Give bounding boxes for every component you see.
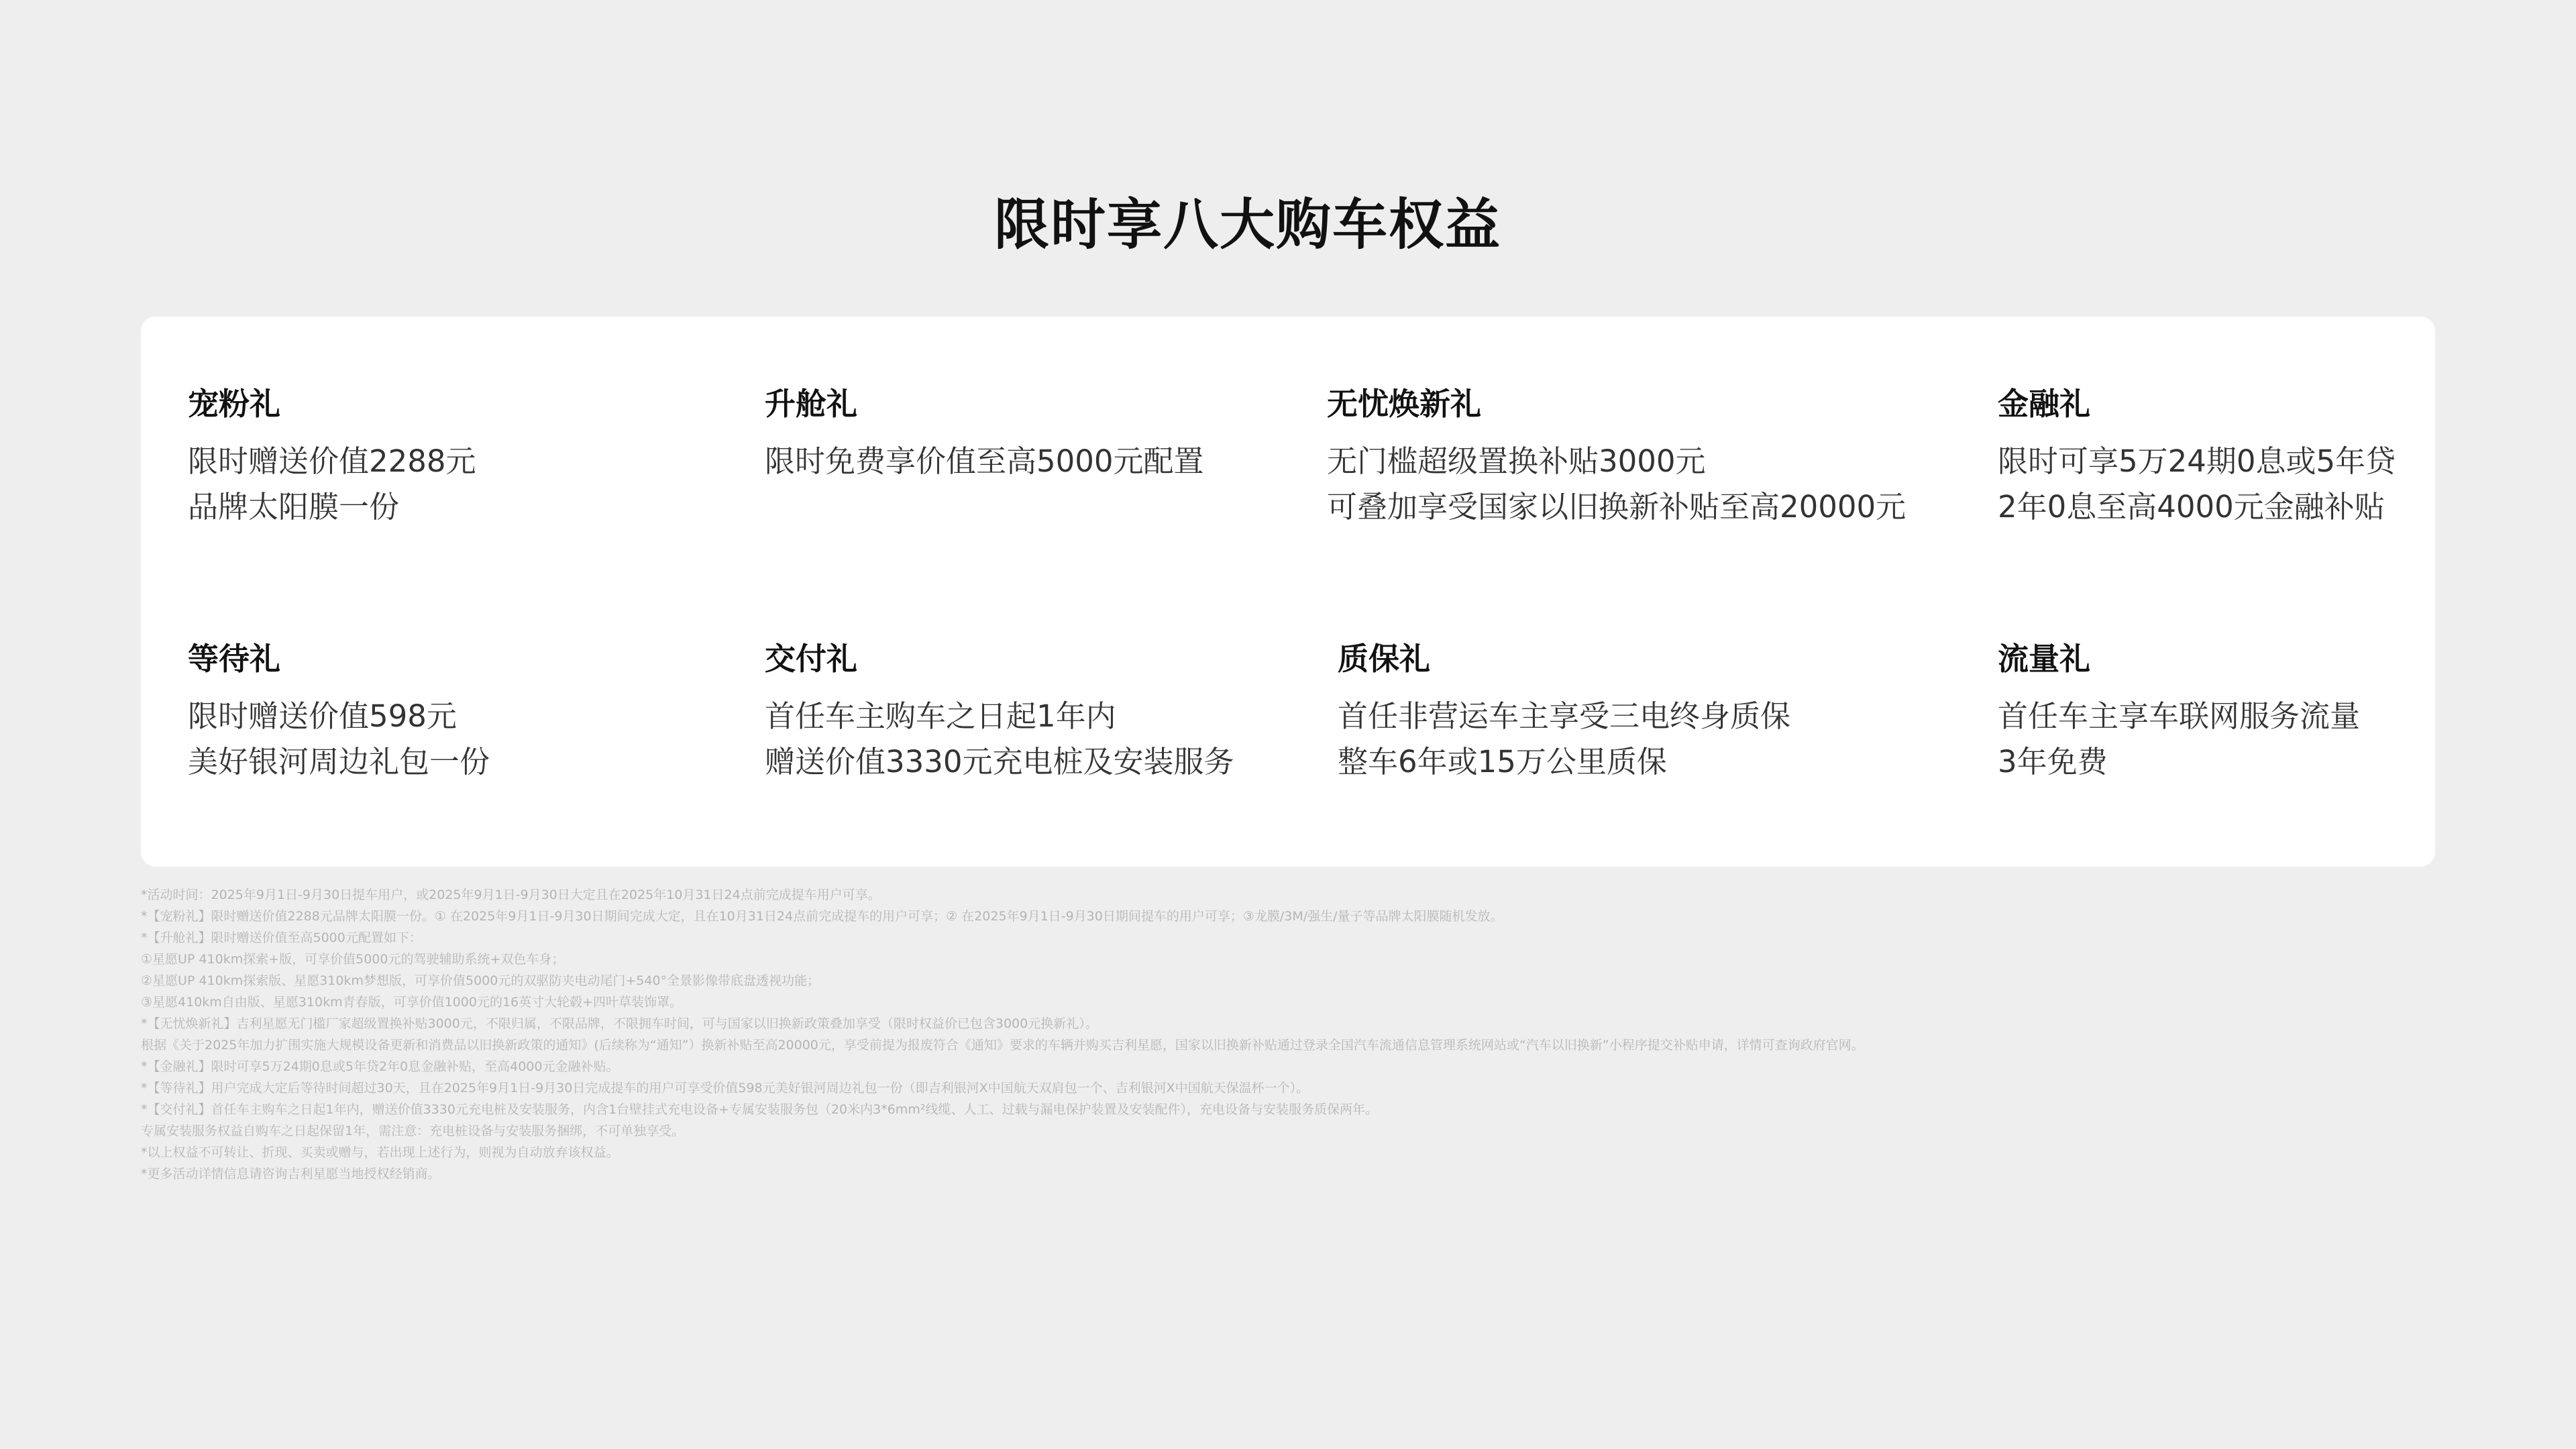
footnote-line: *【宠粉礼】限时赠送价值2288元品牌太阳膜一份。① 在2025年9月1日-9月30日期间完成大定，且在10月31日24点前完成提车的用户可享；② 在2025年9月1日-9月30日期间提车的用户可享；③龙膜/3M/强生/量子等品牌太阳膜随机发放。 bbox=[141, 909, 1503, 924]
benefit-title: 质保礼 bbox=[1338, 641, 1430, 677]
footnote-line: *更多活动详情信息请咨询吉利星愿当地授权经销商。 bbox=[141, 1167, 441, 1181]
benefit-upgrade-gift bbox=[765, 384, 1204, 484]
benefit-line: 首任车主享车联网服务流量 bbox=[1998, 698, 2361, 734]
benefit-line: 首任车主购车之日起1年内 bbox=[765, 698, 1116, 734]
footnote-line: *【无忧焕新礼】吉利星愿无门槛厂家超级置换补贴3000元，不限归属，不限品牌，不限拥车时间，可与国家以旧换新政策叠加享受（限时权益价已包含3000元换新礼）。 bbox=[141, 1016, 1098, 1031]
footnote-line: 根据《关于2025年加力扩围实施大规模设备更新和消费品以旧换新政策的通知》(后续称为“通知”）换新补贴至高20000元，享受前提为报废符合《通知》要求的车辆并购买吉利星愿，国家以旧换新补贴通过登录全国汽车流通信息管理系统网站或“汽车以旧换新”小程序提交补贴申请，详情可查询政府官网。 bbox=[141, 1038, 1864, 1053]
footnote-line: 专属安装服务权益自购车之日起保留1年，需注意：充电桩设备与安装服务捆绑，不可单独享受。 bbox=[141, 1124, 685, 1138]
terms-footnotes bbox=[141, 884, 2435, 1185]
footnote-line: ②星愿UP 410km探索版、星愿310km梦想版，可享价值5000元的双驱防夹电动尾门+540°全景影像带底盘透视功能； bbox=[141, 973, 820, 988]
benefit-line: 无门槛超级置换补贴3000元 bbox=[1327, 443, 1706, 479]
benefit-line: 美好银河周边礼包一份 bbox=[188, 744, 490, 780]
benefit-line: 2年0息至高4000元金融补贴 bbox=[1998, 489, 2385, 525]
benefit-title: 等待礼 bbox=[188, 641, 280, 677]
benefit-line: 品牌太阳膜一份 bbox=[188, 489, 400, 525]
benefit-finance-gift bbox=[1998, 384, 2396, 530]
benefit-title: 流量礼 bbox=[1998, 641, 2090, 677]
footnote-line: *活动时间：2025年9月1日-9月30日提车用户，或2025年9月1日-9月30日大定且在2025年10月31日24点前完成提车用户可享。 bbox=[141, 888, 881, 902]
footnote-line: *【等待礼】用户完成大定后等待时间超过30天，且在2025年9月1日-9月30日完成提车的用户可享受价值598元美好银河周边礼包一份（即吉利银河X中国航天双肩包一个、吉利银河X中国航天保温杯一个）。 bbox=[141, 1081, 1309, 1095]
benefit-title: 交付礼 bbox=[765, 641, 857, 677]
benefit-line: 限时赠送价值598元 bbox=[188, 698, 457, 734]
page-title: 限时享八大购车权益 bbox=[994, 193, 1501, 257]
benefit-warranty-gift bbox=[1338, 639, 1790, 785]
benefit-line: 首任非营运车主享受三电终身质保 bbox=[1338, 698, 1791, 734]
footnote-line: *【交付礼】首任车主购车之日起1年内，赠送价值3330元充电桩及安装服务，内含1台壁挂式充电设备+专属安装服务包（20米内3*6mm²线缆、人工、过载与漏电保护装置及安装配件），充电设备与安装服务质保两年。 bbox=[141, 1102, 1378, 1117]
benefit-waiting-gift bbox=[188, 639, 490, 785]
benefit-fan-gift bbox=[188, 384, 476, 530]
benefit-line: 3年免费 bbox=[1998, 744, 2108, 780]
footnote-line: *以上权益不可转让、折现、买卖或赠与，若出现上述行为，则视为自动放弃该权益。 bbox=[141, 1145, 619, 1160]
benefit-title: 宠粉礼 bbox=[188, 386, 280, 422]
footnote-line: ③星愿410km自由版、星愿310km青春版，可享价值1000元的16英寸大轮毂+四叶草装饰罩。 bbox=[141, 995, 683, 1010]
benefit-trade-in-gift bbox=[1327, 384, 1906, 530]
footnote-line: *【升舱礼】限时赠送价值至高5000元配置如下： bbox=[141, 930, 422, 945]
benefit-data-gift bbox=[1998, 639, 2360, 785]
benefit-line: 限时免费享价值至高5000元配置 bbox=[765, 443, 1204, 479]
footnote-line: *【金融礼】限时可享5万24期0息或5年贷2年0息金融补贴，至高4000元金融补贴。 bbox=[141, 1059, 619, 1074]
benefit-line: 整车6年或15万公里质保 bbox=[1338, 744, 1667, 780]
footnote-line: ①星愿UP 410km探索+版，可享价值5000元的驾驶辅助系统+双色车身； bbox=[141, 952, 565, 967]
benefit-title: 升舱礼 bbox=[765, 386, 857, 422]
benefits-card bbox=[141, 317, 2435, 867]
benefit-title: 无忧焕新礼 bbox=[1327, 386, 1481, 422]
benefit-line: 赠送价值3330元充电桩及安装服务 bbox=[765, 744, 1234, 780]
benefit-title: 金融礼 bbox=[1998, 386, 2090, 422]
benefit-line: 限时可享5万24期0息或5年贷 bbox=[1998, 443, 2396, 479]
benefit-line: 可叠加享受国家以旧换新补贴至高20000元 bbox=[1327, 489, 1907, 525]
benefit-delivery-gift bbox=[765, 639, 1234, 785]
benefit-line: 限时赠送价值2288元 bbox=[188, 443, 476, 479]
